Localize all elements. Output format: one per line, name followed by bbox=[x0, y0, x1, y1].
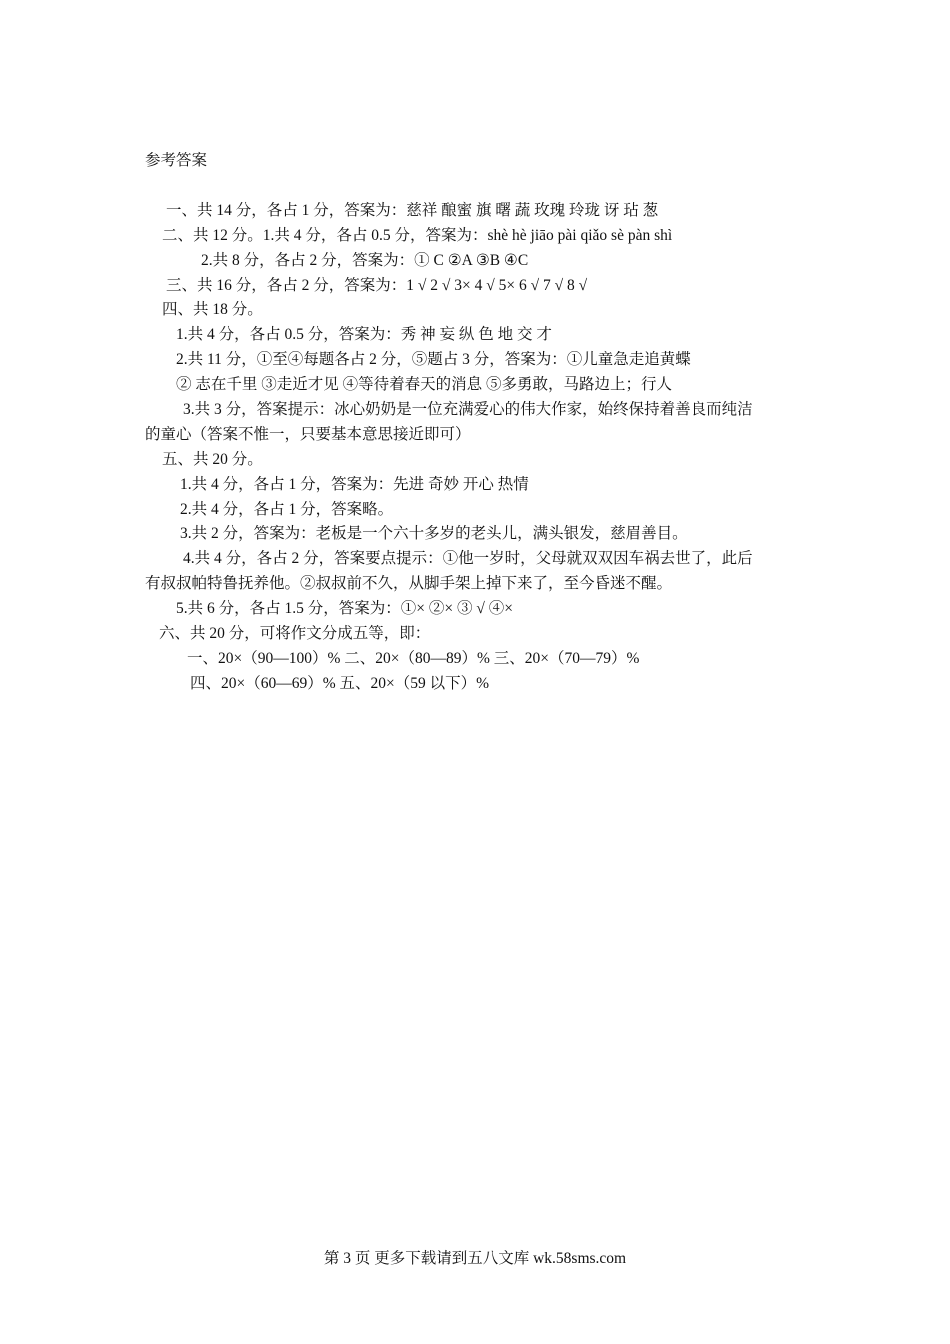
answer-line-14: 3.共 2 分，答案为：老板是一个六十多岁的老头儿，满头银发，慈眉善目。 bbox=[180, 525, 688, 542]
answer-line-11: 五、共 20 分。 bbox=[162, 451, 263, 468]
answer-line-12: 1.共 4 分，各占 1 分，答案为：先进 奇妙 开心 热情 bbox=[180, 476, 529, 493]
answer-line-13: 2.共 4 分，各占 1 分，答案略。 bbox=[180, 501, 394, 518]
answer-line-1: 一、共 14 分，各占 1 分，答案为：慈祥 酿蜜 旗 曙 蔬 玫瑰 玲珑 讶 玷 葱 bbox=[166, 202, 659, 219]
answer-line-18: 六、共 20 分，可将作文分成五等，即： bbox=[159, 625, 431, 642]
answer-line-15: 4.共 4 分，各占 2 分，答案要点提示：①他一岁时，父母就双双因车祸去世了，此后 bbox=[183, 550, 753, 567]
answer-line-9: 3.共 3 分，答案提示：冰心奶奶是一位充满爱心的伟大作家，始终保持着善良而纯洁 bbox=[183, 401, 753, 418]
answer-line-2: 二、共 12 分。1.共 4 分，各占 0.5 分，答案为：shè hè jiāo pài qiǎo sè pàn shì bbox=[162, 227, 673, 244]
answer-line-10: 的童心（答案不惟一，只要基本意思接近即可） bbox=[145, 426, 471, 443]
answer-line-17: 5.共 6 分，各占 1.5 分，答案为：①× ②× ③ √ ④× bbox=[176, 600, 513, 617]
page-footer: 第 3 页 更多下载请到五八文库 wk.58sms.com bbox=[323, 1250, 627, 1267]
answer-line-8: ② 志在千里 ③走近才见 ④等待着春天的消息 ⑤多勇敢，马路边上；行人 bbox=[176, 376, 673, 393]
answer-line-20: 四、20×（60—69）% 五、20×（59 以下）% bbox=[190, 675, 490, 692]
answer-line-16: 有叔叔帕特鲁抚养他。②叔叔前不久，从脚手架上掉下来了，至今昏迷不醒。 bbox=[145, 575, 673, 592]
answer-line-19: 一、20×（90—100）% 二、20×（80—89）% 三、20×（70—79）% bbox=[187, 650, 640, 667]
answer-line-4: 三、共 16 分，各占 2 分，答案为：1 √ 2 √ 3× 4 √ 5× 6 √ 7 √ 8 √ bbox=[166, 277, 588, 294]
document-title: 参考答案 bbox=[145, 152, 208, 169]
answer-line-7: 2.共 11 分，①至④每题各占 2 分，⑤题占 3 分，答案为：①儿童急走追黄蝶 bbox=[176, 351, 691, 368]
answer-line-3: 2.共 8 分，各占 2 分，答案为：① C ②A ③B ④C bbox=[201, 252, 529, 269]
answer-line-6: 1.共 4 分，各占 0.5 分，答案为：秀 神 妄 纵 色 地 交 才 bbox=[176, 326, 552, 343]
answer-line-5: 四、共 18 分。 bbox=[162, 301, 263, 318]
